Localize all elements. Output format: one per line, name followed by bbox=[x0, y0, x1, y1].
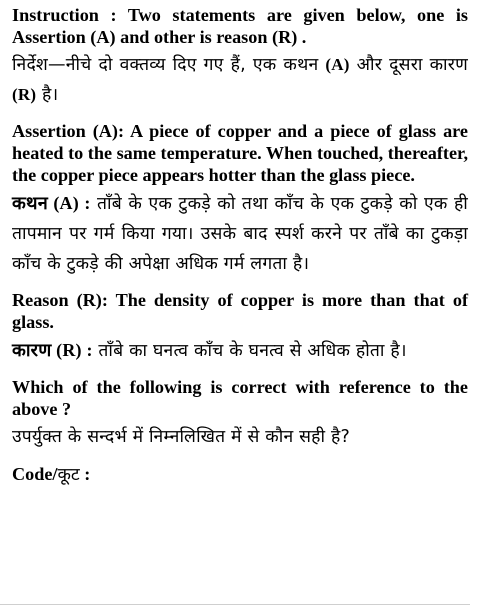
instruction-hindi-r: (R) bbox=[12, 85, 37, 104]
reason-hindi-label: कारण (R) : bbox=[12, 340, 93, 360]
code-english: Code/ bbox=[12, 464, 58, 484]
instruction-hindi-text: निर्देश—नीचे दो वक्तव्य दिए गए हैं, एक कथन bbox=[12, 55, 326, 75]
instruction-hindi-text2: और दूसरा कारण bbox=[349, 55, 469, 75]
question-hindi: उपर्युक्त के सन्दर्भ में निम्नलिखित में से कौन सही है? bbox=[12, 427, 350, 447]
code-suffix: : bbox=[79, 464, 91, 484]
assertion-hindi-text: ताँबे के एक टुकड़े को तथा काँच के एक टुकड़े को एक ही तापमान पर गर्म किया गया। उसके बाद स्पर्श करने पर ताँबे का टुकड़ा काँच के टुकड़े की अपेक्षा अधिक गर्म लगता है। bbox=[12, 194, 468, 274]
assertion-section bbox=[12, 120, 468, 279]
question-document bbox=[12, 4, 468, 487]
question-section bbox=[12, 376, 468, 452]
question-english: Which of the following is correct with reference to the above ? bbox=[12, 377, 468, 419]
code-hindi: कूट bbox=[57, 465, 80, 485]
code-label bbox=[12, 462, 468, 487]
instruction-hindi-a: (A) bbox=[325, 55, 350, 74]
reason-section bbox=[12, 289, 468, 366]
assertion-english: Assertion (A): A piece of copper and a piece of glass are heated to the same temperature. When touched, thereafter, the copper piece appears hotter than the glass piece. bbox=[12, 121, 468, 185]
assertion-hindi bbox=[12, 188, 468, 279]
reason-hindi bbox=[12, 335, 468, 366]
assertion-hindi-label: कथन (A) : bbox=[12, 193, 91, 213]
instruction-english: Instruction : Two statements are given below, one is Assertion (A) and other is reason (R) . bbox=[12, 5, 468, 47]
instruction-hindi bbox=[12, 50, 468, 110]
bottom-divider bbox=[0, 604, 470, 605]
reason-hindi-text: ताँबे का घनत्व काँच के घनत्व से अधिक होता है। bbox=[92, 341, 407, 361]
instruction-hindi-text3: है। bbox=[36, 85, 59, 105]
reason-english: Reason (R): The density of copper is more than that of glass. bbox=[12, 290, 468, 332]
instruction-section bbox=[12, 4, 468, 110]
